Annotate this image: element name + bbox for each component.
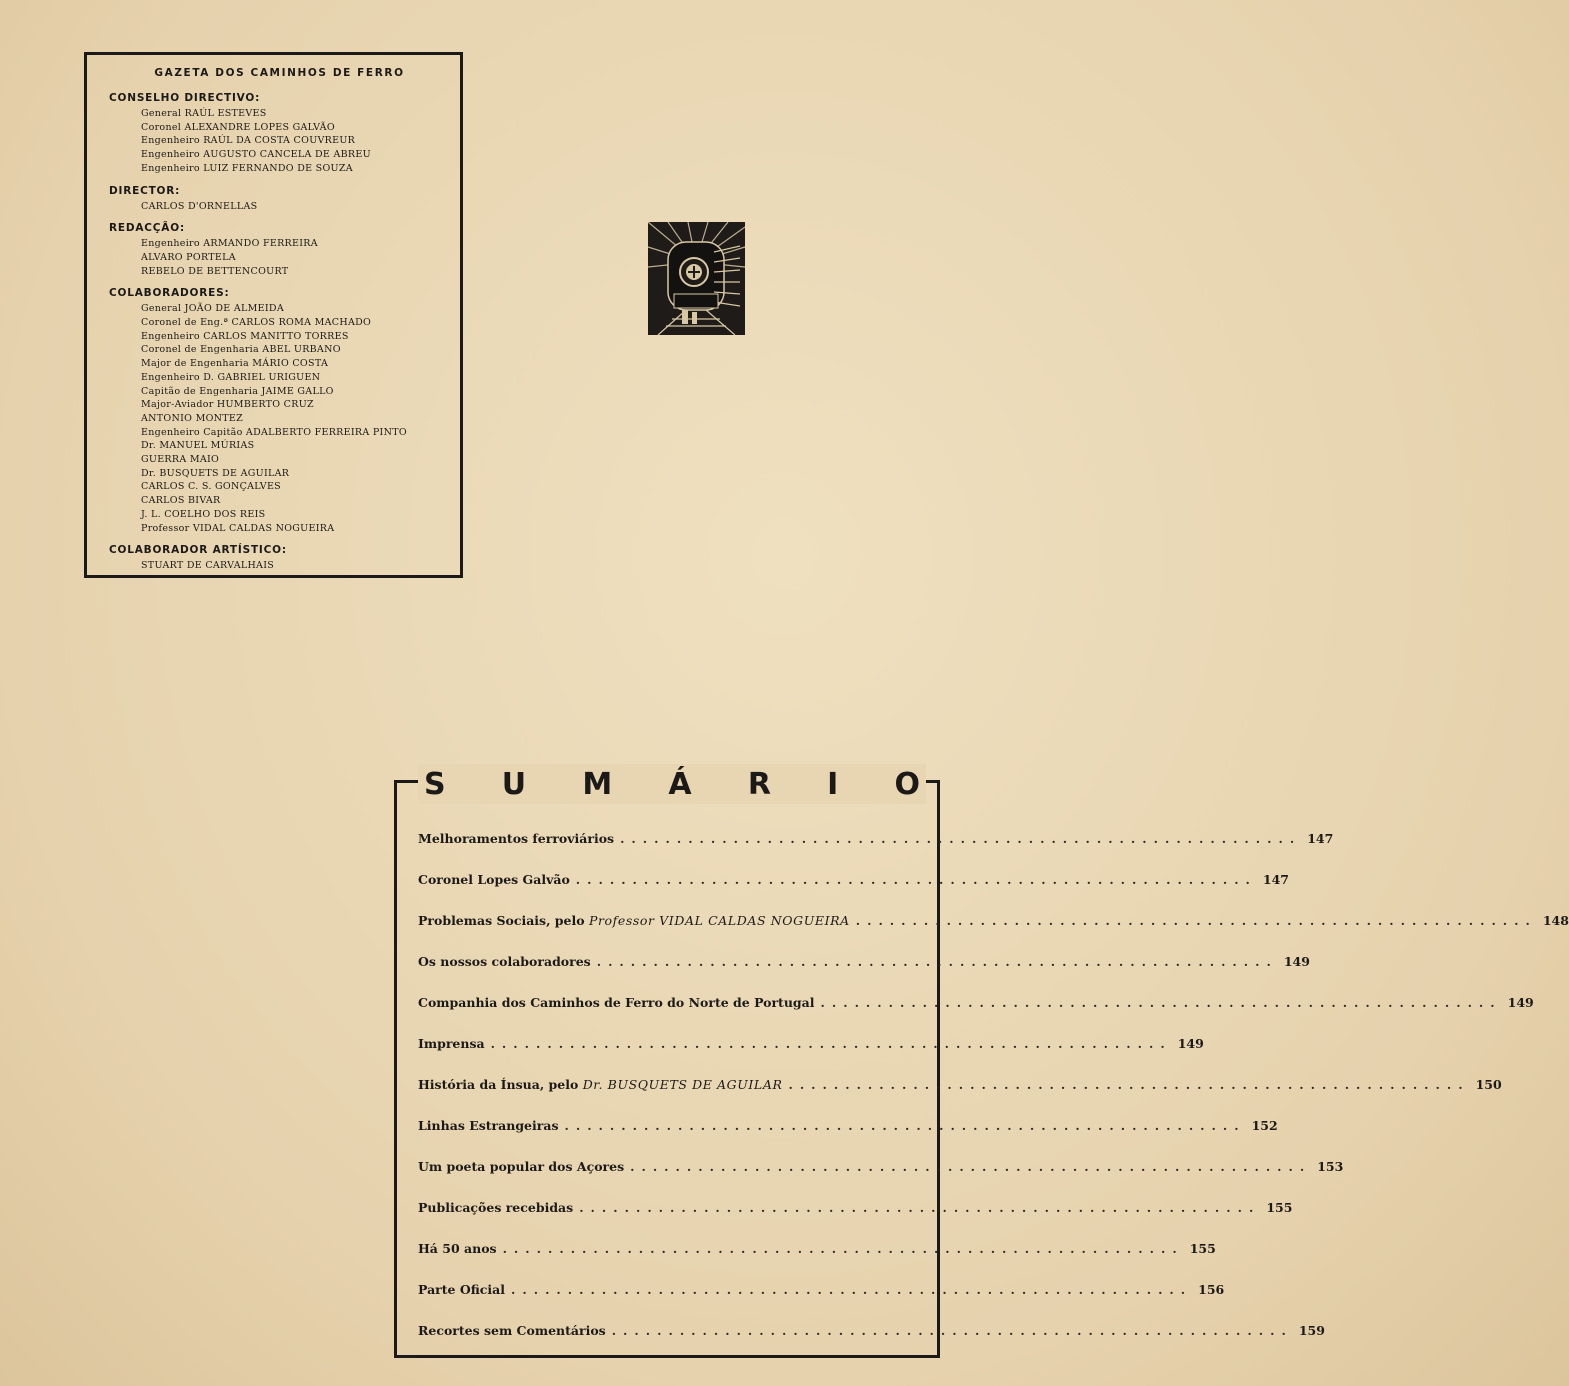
summary-entry [418,982,1534,1023]
summary-entry-title [418,1323,606,1338]
summary-entry-title-text: Há 50 anos [418,1241,497,1256]
summary-entry-title-text: Companhia dos Caminhos de Ferro do Norte de Portugal [418,995,815,1010]
masthead-member: Coronel de Engenharia ABEL URBANO [141,344,341,356]
summary-entry-title-text: Problemas Sociais, pelo [418,913,589,928]
summary-entry-title-text: Recortes sem Comentários [418,1323,606,1338]
masthead-member: REBELO DE BETTENCOURT [141,265,289,277]
summary-entry-title [418,1036,485,1051]
masthead-member: CARLOS D'ORNELLAS [141,200,258,212]
summary-entry [418,1187,1293,1228]
masthead-member: Engenheiro Capitão ADALBERTO FERREIRA PINTO [141,426,407,438]
summary-entry-title-text: Imprensa [418,1036,485,1051]
summary-entry-page: 149 [1507,995,1534,1010]
summary-entry [418,1228,1216,1269]
masthead-box [84,52,463,578]
masthead-member: Professor VIDAL CALDAS NOGUEIRA [141,522,335,534]
masthead-member: Coronel ALEXANDRE LOPES GALVÃO [141,121,335,133]
summary-entry [418,818,1334,859]
masthead-member: Engenheiro CARLOS MANITTO TORRES [141,330,349,342]
masthead-member: Engenheiro ARMANDO FERREIRA [141,238,318,250]
summary-entry-title [418,913,850,928]
masthead-member: CARLOS BIVAR [141,495,221,507]
masthead-member: Engenheiro LUIZ FERNANDO DE SOUZA [141,162,353,174]
masthead-member: General RAÚL ESTEVES [141,108,267,119]
summary-title-letter: S [424,766,446,802]
dot-leader: ............................................................ [611,1322,1293,1338]
masthead-sections [109,91,450,573]
summary-entry [418,941,1310,982]
summary-entry-page: 149 [1177,1036,1204,1051]
dot-leader: ............................................................ [788,1076,1470,1092]
summary-entry-page: 147 [1307,831,1334,846]
summary-entry-title-text: História da Ínsua, pelo [418,1077,583,1092]
summary-title-letter: R [747,766,771,802]
dot-leader: ............................................................ [630,1158,1312,1174]
summary-entry-page: 159 [1298,1323,1325,1338]
masthead-group [109,184,450,214]
summary-entry [418,1064,1502,1105]
masthead-member-list [141,559,450,573]
masthead-section-heading: COLABORADORES: [109,287,230,300]
summary-entry-title [418,954,591,969]
masthead-member-list [141,200,450,214]
dot-leader: ............................................................ [575,871,1257,887]
summary-entry-title-text: Parte Oficial [418,1282,506,1297]
masthead-member: J. L. COELHO DOS REIS [141,508,266,520]
summary-entry-page: 153 [1317,1159,1344,1174]
masthead-member-list [141,237,450,278]
summary-entry-title [418,831,614,846]
dot-leader: ............................................................ [502,1240,1184,1256]
summary-entry-title-text: Coronel Lopes Galvão [418,872,570,887]
summary-entry-title [418,1077,782,1092]
masthead-member: Major de Engenharia MÁRIO COSTA [141,358,329,370]
masthead-member: GUERRA MAIO [141,454,220,466]
dot-leader: ............................................................ [855,912,1537,928]
summary-entry [418,859,1289,900]
locomotive-woodcut-icon [648,222,745,335]
masthead-section-heading: CONSELHO DIRECTIVO: [109,92,261,104]
dot-leader: ............................................................ [579,1199,1261,1215]
summary-title-letter: Á [668,766,692,802]
masthead-member-list [141,302,450,535]
summary-entry [418,900,1569,941]
masthead-member: Dr. MANUEL MÚRIAS [141,440,255,452]
summary-title [418,764,926,804]
summary-entry-title [418,1282,505,1297]
summary-entry [418,1023,1204,1064]
dot-leader: ............................................................ [490,1035,1172,1051]
masthead-section-heading: COLABORADOR ARTÍSTICO: [109,544,287,557]
summary-entry-page: 147 [1262,872,1289,887]
masthead-group [109,91,450,176]
masthead-section-heading: DIRECTOR: [109,184,181,197]
summary-entry-title-text: Linhas Estrangeiras [418,1118,559,1133]
summary-entry-page: 156 [1198,1282,1225,1297]
summary-entry-title-text: Os nossos colaboradores [418,954,591,969]
masthead-member: Capitão de Engenharia JAIME GALLO [141,385,334,397]
masthead-member: General JOÃO DE ALMEIDA [141,303,285,315]
masthead-member: Engenheiro RAÚL DA COSTA COUVREUR [141,135,356,147]
dot-leader: ............................................................ [511,1281,1193,1297]
summary-entry [418,1310,1325,1351]
summary-title-letter: M [582,766,613,802]
masthead-title: GAZETA DOS CAMINHOS DE FERRO [154,67,405,79]
masthead-group [109,543,450,573]
summary-entry-page: 155 [1189,1241,1216,1256]
masthead-member-list [141,107,450,176]
summary-entry-title [418,995,815,1010]
summary-entry-title [418,872,570,887]
masthead-member: Dr. BUSQUETS DE AGUILAR [141,467,290,479]
summary-entry-author: Professor VIDAL CALDAS NOGUEIRA [588,913,850,928]
masthead-group [109,221,450,278]
summary-entry-page: 149 [1283,954,1310,969]
masthead-section-heading: REDACÇÃO: [109,222,185,235]
dot-leader: ............................................................ [564,1117,1246,1133]
summary-list [418,818,1569,1351]
summary-entry-page: 150 [1475,1077,1502,1092]
masthead-member: Coronel de Eng.ª CARLOS ROMA MACHADO [141,317,372,329]
summary-entry-author: Dr. BUSQUETS DE AGUILAR [582,1077,783,1092]
summary-entry-title-text: Publicações recebidas [418,1200,574,1215]
summary-entry-title [418,1159,624,1174]
dot-leader: ............................................................ [596,953,1278,969]
summary-entry-title-text: Um poeta popular dos Açores [418,1159,625,1174]
masthead-member: ANTONIO MONTEZ [141,412,244,424]
masthead-member: Engenheiro D. GABRIEL URIGUEN [141,371,321,383]
masthead-member: STUART DE CARVALHAIS [141,560,275,572]
summary-entry [418,1269,1225,1310]
masthead-group [109,286,450,535]
summary-entry-page: 152 [1251,1118,1278,1133]
summary-title-letter: U [501,766,527,802]
summary-entry-title [418,1200,573,1215]
masthead-member: ALVARO PORTELA [141,251,236,263]
masthead-member: CARLOS C. S. GONÇALVES [141,481,281,493]
summary-entry [418,1105,1278,1146]
summary-entry [418,1146,1344,1187]
masthead-member: Engenheiro AUGUSTO CANCELA DE ABREU [141,149,371,161]
dot-leader: ............................................................ [820,994,1502,1010]
summary-entry-title-text: Melhoramentos ferroviários [418,831,615,846]
summary-title-letter: I [827,766,839,802]
summary-entry-title [418,1241,497,1256]
summary-entry-title [418,1118,558,1133]
summary-entry-page: 148 [1542,913,1569,928]
summary-title-letter: O [894,766,920,802]
dot-leader: ............................................................ [620,830,1302,846]
masthead-member: Major-Aviador HUMBERTO CRUZ [141,399,314,411]
summary-entry-page: 155 [1266,1200,1293,1215]
